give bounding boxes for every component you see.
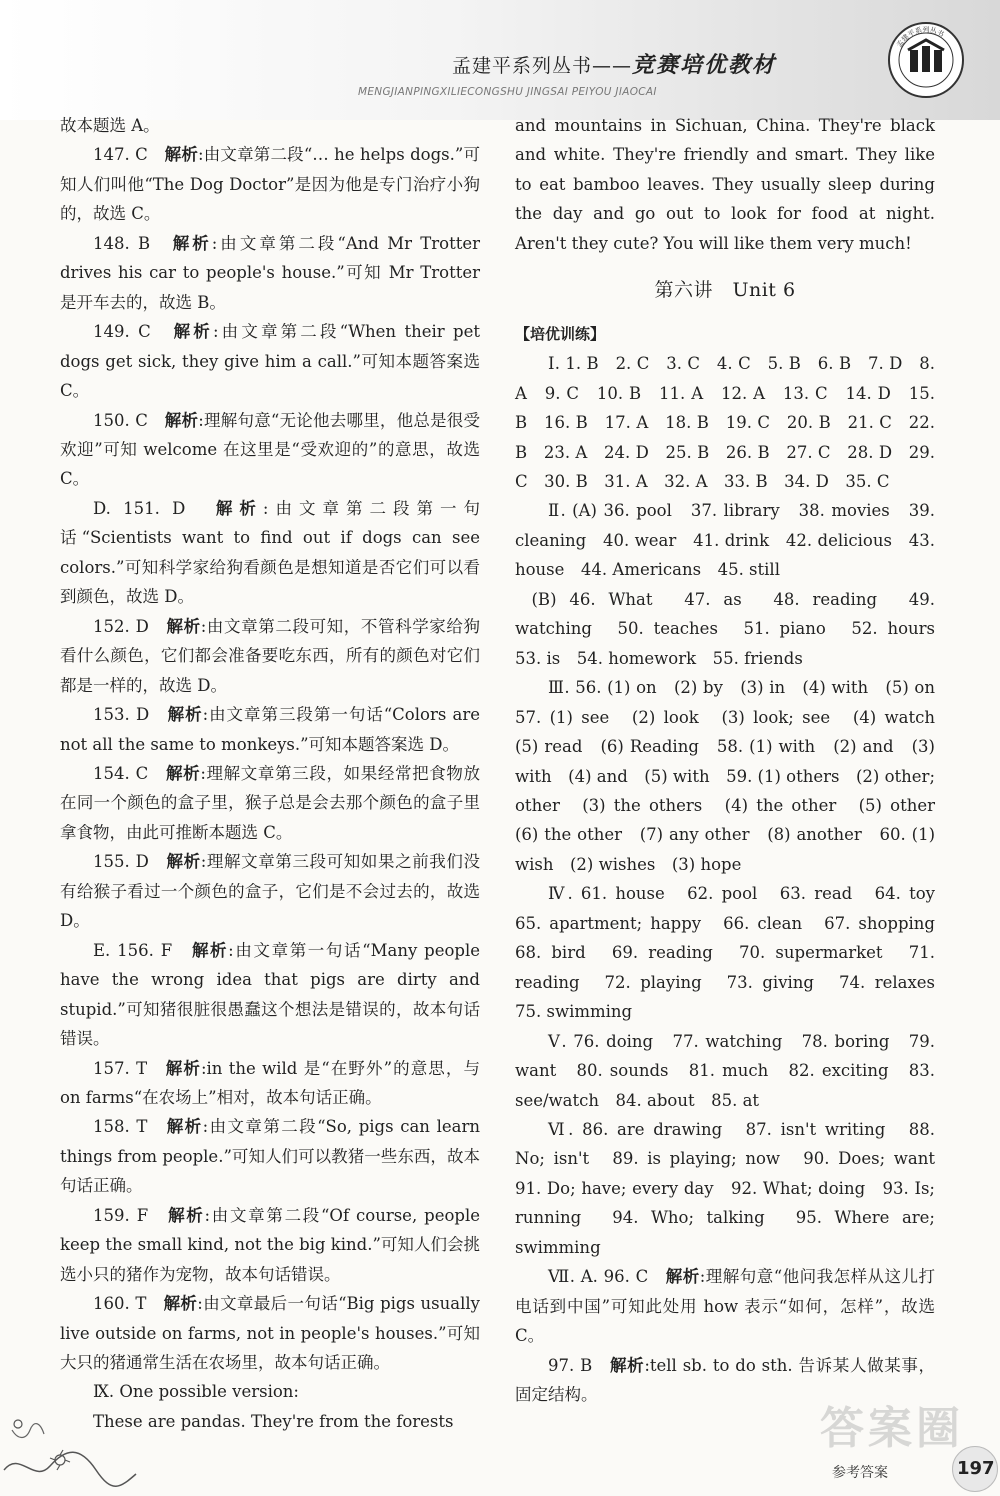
analysis-text: :由文章第二段“Of course, people keep the small kind, not the big kind.”可知人们会挑选小只的猪作为宠物，故本句话错误。 [60,1205,481,1284]
analysis-label: 解析 [166,616,201,636]
analysis-label: 解析 [215,498,263,518]
section-tag: 【培优训练】 [515,324,606,343]
answer-96 [515,1262,935,1350]
answers-part-2b: (B) 46. What 47. as 48. reading 49. watching 50. teaches 51. piano 52. hours 53. is 54. homework 55. friends [515,589,952,668]
answer-key: 153. D [93,705,150,725]
answer-147 [60,140,480,228]
answer-149 [60,317,480,405]
analysis-text: :理解句意“他问我怎样从这儿打电话到中国”可知此处用 how 表示“如何，怎样”，故选 C。 [515,1267,936,1346]
analysis-text: :由文章第二段“And Mr Trotter drives his car to people's house.”可知 Mr Trotter 是开车去的，故选 B。 [60,233,481,312]
analysis-label: 解析 [163,1294,198,1314]
answers-part-4: Ⅳ. 61. house 62. pool 63. read 64. toy 65. apartment; happy 66. clean 67. shopping 68. bird 69. reading 70. supermarket 71. reading 72. playing 73. giving 74. relaxes 75. swimming [515,884,952,1022]
analysis-label: 解析 [166,763,201,783]
writing-label: Ⅸ. One possible version: [93,1382,299,1402]
answer-key: 148. B [93,233,151,253]
analysis-label: 解析 [173,322,213,342]
logo-seal-text: 孟建平系列丛书 [895,25,946,50]
answers-part-3: Ⅲ. 56. (1) on (2) by (3) in (4) with (5) on 57. (1) see (2) look (3) look; see (4) watch (5) read (6) Reading 58. (1) with (2) and (3) with (4) and (5) with 59. (1) others (2) other; other (3) the others (4) the other (5) other (6) the other (7) any other (8) another 60. (1) wish (2) wishes (3) hope [515,678,952,874]
analysis-text: :由文章最后一句话“Big pigs usually live outside on farms, not in people's houses.”可知大只的猪通常生活在农场里，故本句话正确。 [60,1294,480,1373]
answer-key: 154. C [93,763,149,783]
analysis-label: 解析 [166,1117,203,1137]
answer-158 [60,1112,480,1200]
footer-label: 参考答案 [832,1465,888,1481]
answers-part-1: Ⅰ. 1. B 2. C 3. C 4. C 5. B 6. B 7. D 8. A 9. C 10. B 11. A 12. A 13. C 14. D 15. B 16. B 17. A 18. B 19. C 20. B 21. C 22. B 23. A 24. D 25. B 26. B 27. C 28. D 29. C 30. B 31. A 32. A 33. B 34. D 35. C [515,354,935,491]
answers-part-5: Ⅴ. 76. doing 77. watching 78. boring 79. want 80. sounds 81. much 82. exciting 83. see/watch 84. about 85. at [515,1031,935,1110]
answer-key: 150. C [93,410,148,430]
series-name: 孟建平系列丛书 [452,55,593,77]
series-logo-icon [886,20,966,100]
answer-160 [60,1289,480,1377]
answer-157 [60,1054,480,1113]
analysis-text: :理解句意“无论他去哪里，他总是很受欢迎”可知 welcome 在这里是“受欢迎的”的意思，故选 C。 [60,410,481,489]
analysis-text: :由文章第一句话“Many people have the wrong idea that pigs are dirty and stupid.”可知猪很脏很愚蠢这个想法是错误的，故本句话错误。 [60,940,480,1049]
analysis-text: :理解文章第三段，如果经常把食物放在同一个颜色的盒子里，猴子总是会去那个颜色的盒子里拿食物，由此可推断本题选 C。 [60,763,481,842]
answer-key: 97. B [548,1355,593,1375]
analysis-label: 解析 [172,233,212,253]
book-title: 竞赛培优教材 [632,53,777,78]
floral-ornament-icon [0,1400,140,1496]
answers-part-6: Ⅵ. 86. are drawing 87. isn't writing 88. No; isn't 89. is playing; now 90. Does; want 91. Do; have; every day 92. What; doing 93. Is; running 94. Who; talking 95. Where are; swimming [515,1119,952,1257]
analysis-text: :由文章第二段“When their pet dogs get sick, they give him a call.”可知本题答案选 C。 [60,322,481,401]
analysis-label: 解析 [665,1267,700,1287]
answer-key: 159. F [93,1205,149,1225]
answer-key: 155. D [93,852,149,872]
answer-key: Ⅶ. A. 96. C [548,1267,649,1287]
analysis-text: :tell sb. to do sth. 告诉某人做某事，固定结构。 [515,1355,935,1405]
analysis-label: 解析 [191,940,229,960]
answer-148 [60,229,480,317]
analysis-text: :由文章第二段可知，不管科学家给狗看什么颜色，它们都会准备要吃东西，所有的颜色对它们都是一样的，故选 D。 [60,616,481,695]
analysis-label: 解析 [166,852,201,872]
answers-part-2a: Ⅱ. (A) 36. pool 37. library 38. movies 39. cleaning 40. wear 41. drink 42. delicious 43. house 44. Americans 45. still [515,501,935,580]
answer-155 [60,847,480,935]
answer-151 [60,494,480,612]
analysis-text: :in the wild 是“在野外”的意思，与 on farms“在农场上”相对，故本句话正确。 [60,1058,480,1107]
series-pinyin: MENGJIANPINGXILIECONGSHU JINGSAI PEIYOU JIAOCAI [358,86,657,98]
series-title [452,48,776,79]
answer-key: 147. C [93,145,148,165]
answer-key: 157. T [93,1058,148,1078]
page-number: 197 [952,1446,998,1492]
writing-sample-start: These are pandas. They're from the forests [93,1411,454,1431]
analysis-text: :由文章第二段“So, pigs can learn things from people.”可知人们可以教猪一些东西，故本句话正确。 [60,1117,480,1196]
answer-key: 158. T [93,1117,148,1137]
analysis-text: :由文章第三段第一句话“Colors are not all the same to monkeys.”可知本题答案选 D。 [60,705,481,754]
answer-156 [60,936,480,1054]
analysis-label: 解析 [168,1205,205,1225]
watermark: 答案圈 [820,1403,964,1454]
answer-150 [60,406,480,494]
analysis-text: :由文章第二段“… he helps dogs.”可知人们叫他“The Dog Doctor”是因为他是专门治疗小狗的，故选 C。 [60,145,481,224]
answer-key: 152. D [93,616,149,636]
left-column [60,111,480,1436]
analysis-text: :由文章第二段第一句话“Scientists want to find out if dogs can see colors.”可知科学家给狗看颜色是想知道是否它们可以看到颜色，故选 D。 [60,498,481,607]
analysis-label: 解析 [610,1355,645,1375]
answer-key: D. 151. D [93,498,186,518]
series-dash: —— [592,55,633,77]
answer-key: E. 156. F [93,940,173,960]
analysis-label: 解析 [165,1058,201,1078]
analysis-text: :理解文章第三段可知如果之前我们没有给猴子看过一个颜色的盒子，它们是不会过去的，故选 D。 [60,852,481,931]
answer-line: 故本题选 A。 [60,116,160,135]
right-column [515,111,952,1409]
answer-key: 160. T [93,1294,147,1314]
analysis-label: 解析 [164,145,199,165]
analysis-label: 解析 [164,410,199,430]
answer-key: 149. C [93,322,151,342]
writing-sample-end: and mountains in Sichuan, China. They're black and white. They're friendly and smart. They like to eat bamboo leaves. They usually sleep during the day and go out to look for food at night. Aren't they cute? You will like them very much! [515,116,935,253]
unit-heading: 第六讲 Unit 6 [654,279,796,302]
analysis-label: 解析 [167,705,203,725]
answer-154 [60,759,480,847]
answer-153 [60,700,480,759]
answer-152 [60,612,480,700]
answer-159 [60,1201,480,1289]
